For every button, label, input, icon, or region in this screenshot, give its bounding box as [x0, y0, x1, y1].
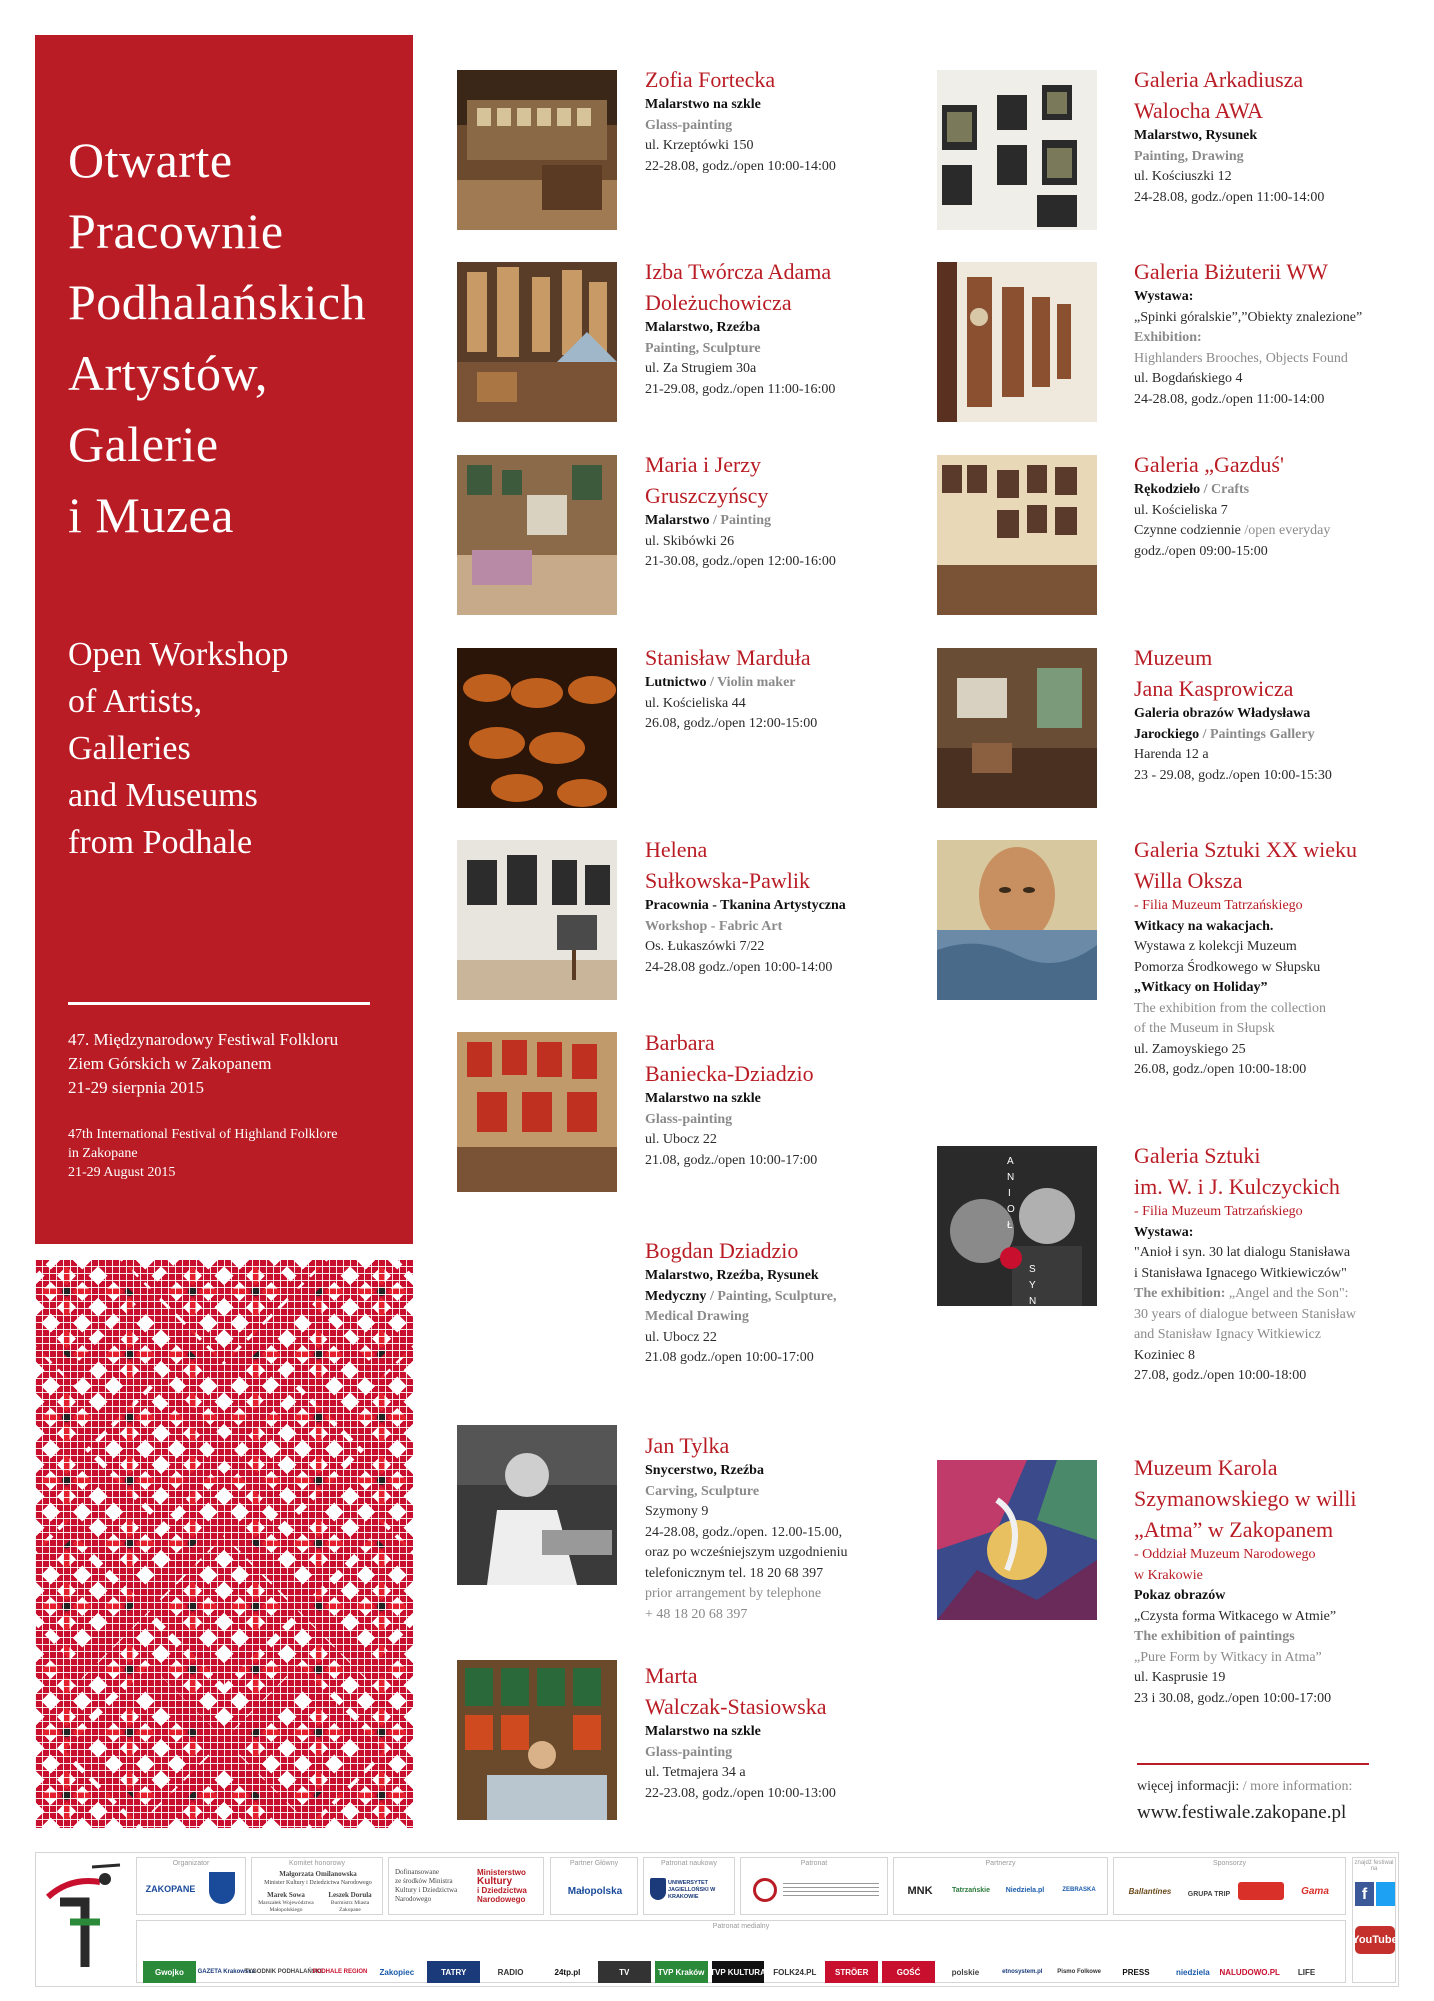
grupa-trip-logo: GRUPA TRIP: [1187, 1890, 1231, 1898]
entry-line: and Stanisław Ignacy Witkiewicz: [1134, 1327, 1321, 1342]
youtube-icon[interactable]: YouTube: [1355, 1926, 1395, 1954]
entry-line: Czynne codziennie: [1134, 523, 1241, 538]
mnk-logo: MNK: [907, 1885, 933, 1897]
entry-line: + 48 18 20 68 397: [645, 1606, 748, 1622]
festival-info-english: [68, 1125, 378, 1182]
media-patronage-box: [136, 1920, 1346, 1983]
media-patron-logo: Zakopiec: [379, 1967, 415, 1977]
entry-galeria-kulczyckich: [1134, 1140, 1356, 1387]
funding-text: [395, 1868, 475, 1904]
syn-letter: Y: [1029, 1280, 1036, 1291]
media-patron-logo: FOLK24.PL: [773, 1967, 817, 1977]
entry-name: Galeria Sztuki: [1134, 1143, 1261, 1168]
entry-line: / Paintings Gallery: [1202, 726, 1315, 742]
entry-line: godz./open 09:00-15:00: [1134, 543, 1268, 559]
entry-zofia-fortecka: [645, 64, 836, 177]
footer-caption: znajdź festiwal na: [1354, 1860, 1394, 1872]
media-patron-logo: etnosystem.pl: [1002, 1969, 1043, 1975]
entry-line: Medyczny: [645, 1288, 707, 1304]
entry-name: Walocha AWA: [1134, 98, 1264, 123]
entry-name: Galeria Biżuterii WW: [1134, 259, 1328, 284]
entry-line: 26.08, godz./open 12:00-15:00: [645, 716, 818, 731]
festival-line: 47. Międzynarodowy Festiwal Folkloru: [68, 1030, 339, 1049]
media-patron-logo: PRESS: [1122, 1967, 1150, 1977]
entry-name: Helena: [645, 837, 708, 862]
zakopane-logo: ZAKOPANE: [145, 1884, 196, 1894]
footer-caption: Organizator: [172, 1860, 210, 1867]
funding-line: ze środków Ministra: [395, 1877, 453, 1885]
gama-logo: Gama: [1301, 1885, 1329, 1897]
entry-line: Lutnictwo: [645, 675, 707, 690]
entry-line: Harenda 12 a: [1134, 747, 1209, 762]
entry-line: Highlanders Brooches, Objects Found: [1134, 350, 1348, 366]
entry-line: „Pure Form by Witkacy in Atma”: [1134, 1649, 1322, 1665]
festival-line: 21-29 sierpnia 2015: [68, 1078, 204, 1097]
funding-box: [388, 1857, 544, 1915]
entry-line: Pokaz obrazów: [1134, 1588, 1226, 1603]
entry-name: Galeria „Gazduś': [1134, 452, 1284, 477]
media-patron-logo: Gwojko: [143, 1961, 196, 1983]
funding-line: Kultury i Dziedzictwa: [395, 1886, 458, 1894]
photo-gazdus-crafts-gallery: [937, 455, 1097, 615]
syn-letter: N: [1029, 1296, 1037, 1306]
photo-glass-painting-icons: [457, 1032, 617, 1192]
entry-line: telefonicznym tel. 18 20 68 397: [645, 1565, 824, 1581]
entry-walczak-stasiowska: [645, 1660, 836, 1804]
entry-line: / Painting, Sculpture,: [709, 1288, 837, 1304]
entry-name: Galeria Sztuki XX wieku: [1134, 837, 1357, 862]
festival-line: 21-29 August 2015: [68, 1165, 176, 1180]
entry-line: Malarstwo: [645, 513, 710, 528]
media-patron-logo: NALUDOWO.PL: [1219, 1967, 1280, 1977]
honorary-committee-box: [251, 1857, 383, 1915]
media-patron-logo: GAZETA Krakowska: [197, 1969, 255, 1975]
more-info-text-en: / more information:: [1242, 1779, 1353, 1794]
main-partner-box: [550, 1857, 638, 1915]
entry-mardula: [645, 642, 817, 735]
entry-line: 21.08 godz./open 10:00-17:00: [645, 1350, 814, 1365]
entry-line: oraz po wcześniejszym uzgodnieniu: [645, 1545, 848, 1560]
funding-line: Narodowego: [395, 1895, 432, 1903]
entry-name: Barbara: [645, 1030, 715, 1055]
entry-line: prior arrangement by telephone: [645, 1586, 822, 1601]
divider: [1137, 1763, 1369, 1765]
entry-name: Stanisław Marduła: [645, 645, 811, 670]
photo-awa-gallery-paintings: [937, 70, 1097, 230]
committee-member-title: Minister Kultury i Dziedzictwa Narodowego: [264, 1880, 372, 1886]
niedziela-logo: Niedziela.pl: [1005, 1886, 1045, 1894]
title-line: Pracownie: [68, 203, 284, 259]
entry-name: Gruszczyńscy: [645, 483, 769, 508]
title-english: [68, 631, 383, 866]
media-patron-logo: TYGODNIK PODHALAŃSKI: [244, 1969, 322, 1975]
aniol-letter: O: [1007, 1204, 1015, 1215]
entry-line: Painting, Drawing: [1134, 148, 1244, 164]
entry-line: Painting, Sculpture: [645, 340, 761, 356]
entry-line: 24-28.08, godz./open 11:00-14:00: [1134, 189, 1325, 205]
title-line: Open Workshop: [68, 636, 289, 673]
media-patron-logo: TATRY: [427, 1961, 480, 1983]
entry-line: „Angel and the Son":: [1228, 1286, 1349, 1301]
entry-galeria-bizuterii: [1134, 256, 1362, 410]
ministry-line: i Dziedzictwa: [477, 1886, 527, 1895]
entry-line: 26.08, godz./open 10:00-18:00: [1134, 1062, 1307, 1077]
media-patron-logo: TVP Kraków: [655, 1961, 708, 1983]
patron-text-block: [783, 1882, 879, 1896]
entry-line: Pomorza Środkowego w Słupsku: [1134, 959, 1321, 975]
entry-name: Walczak-Stasiowska: [645, 1694, 827, 1719]
photo-pure-form-painting: [937, 1460, 1097, 1620]
entry-line: ul. Kościuszki 12: [1134, 169, 1232, 184]
entry-line: Malarstwo, Rzeźba, Rysunek: [645, 1268, 819, 1283]
festival-line: in Zakopane: [68, 1146, 138, 1161]
photo-jewelry-gallery: [937, 262, 1097, 422]
entry-line: ul. Ubocz 22: [645, 1132, 717, 1147]
malopolska-logo: Małopolska: [567, 1885, 623, 1897]
ballantines-logo: Ballantines: [1128, 1886, 1172, 1896]
aniol-letter: A: [1007, 1156, 1014, 1167]
festival-logo: [40, 1857, 130, 1983]
title-line: of Artists,: [68, 683, 203, 720]
entry-name: Muzeum: [1134, 645, 1213, 670]
entry-line: Glass-painting: [645, 117, 733, 133]
entry-line: ul. Bogdańskiego 4: [1134, 371, 1243, 386]
entry-line: Wystawa:: [1134, 1224, 1194, 1240]
title-panel: [35, 35, 413, 1244]
title-line: i Muzea: [68, 487, 234, 543]
aniol-letter: I: [1008, 1188, 1011, 1199]
entry-name: im. W. i J. Kulczyckich: [1134, 1174, 1340, 1199]
entry-name: Marta: [645, 1663, 698, 1688]
entry-line: 24-28.08 godz./open 10:00-14:00: [645, 959, 833, 975]
entry-line: Malarstwo na szkle: [645, 97, 761, 112]
entry-line: The exhibition from the collection: [1134, 1000, 1327, 1016]
entry-line: Carving, Sculpture: [645, 1483, 760, 1499]
entry-line: 30 years of dialogue between Stanisław: [1134, 1306, 1356, 1322]
organizer-box: [136, 1857, 246, 1915]
entry-line: Szymony 9: [645, 1504, 709, 1519]
entry-galeria-awa: [1134, 64, 1324, 208]
aniol-letter: N: [1007, 1172, 1015, 1183]
footer-caption: Patronat medialny: [712, 1923, 770, 1930]
entry-line: Wystawa z kolekcji Muzeum: [1134, 939, 1297, 954]
entry-muzeum-szymanowskiego: [1134, 1452, 1356, 1709]
media-patron-logo: TVP KULTURA: [712, 1961, 765, 1983]
facebook-icon[interactable]: f: [1355, 1882, 1374, 1906]
entry-line: - Filia Muzeum Tatrzańskiego: [1134, 898, 1303, 913]
social-box: [1352, 1857, 1396, 1983]
title-line: Podhalańskich: [68, 274, 367, 330]
partners-box: [893, 1857, 1108, 1915]
entry-line: Witkacy na wakacjach.: [1134, 918, 1274, 934]
entry-line: - Filia Muzeum Tatrzańskiego: [1134, 1204, 1303, 1219]
entry-line: Medical Drawing: [645, 1309, 749, 1324]
entry-line: / Painting: [713, 513, 772, 528]
divider: [68, 1002, 370, 1005]
title-line: Artystów,: [68, 345, 268, 401]
entry-name: Sułkowska-Pawlik: [645, 868, 810, 893]
entry-line: 27.08, godz./open 10:00-18:00: [1134, 1368, 1307, 1383]
entry-gruszczynscy: [645, 449, 836, 573]
tatrzanskie-logo: Tatrzańskie: [952, 1886, 990, 1894]
entry-line: Malarstwo, Rysunek: [1134, 128, 1258, 143]
entry-line: Glass-painting: [645, 1111, 733, 1127]
entry-name: Maria i Jerzy: [645, 452, 762, 477]
ministry-line: Ministerstwo: [477, 1868, 526, 1877]
entry-line: Workshop - Fabric Art: [645, 918, 783, 934]
uj-crest-icon: [650, 1878, 666, 1900]
entry-line: Malarstwo na szkle: [645, 1091, 761, 1106]
media-patron-logo: LIFE: [1297, 1967, 1316, 1977]
entry-line: Wystawa:: [1134, 289, 1194, 304]
entry-name: Izba Twórcza Adama: [645, 259, 832, 284]
patronage-box: [740, 1857, 888, 1915]
entry-line: Snycerstwo, Rzeźba: [645, 1463, 764, 1478]
entry-line: / Violin maker: [709, 675, 796, 690]
media-patron-logo: polskie: [951, 1967, 980, 1977]
entry-jan-tylka: [645, 1430, 848, 1625]
entry-line: 21-29.08, godz./open 11:00-16:00: [645, 381, 836, 397]
entry-line: Exhibition:: [1134, 330, 1202, 345]
uj-logo: UNIWERSYTET JAGIELLOŃSKI W KRAKOWIE: [668, 1879, 716, 1900]
entry-line: - Oddział Muzeum Narodowego: [1134, 1547, 1316, 1562]
photo-witkacy-painting-face: [937, 840, 1097, 1000]
entry-line: "Anioł i syn. 30 lat dialogu Stanisława: [1134, 1245, 1351, 1260]
aniol-letter: Ł: [1007, 1220, 1013, 1231]
entry-line: 23 - 29.08, godz./open 10:00-15:30: [1134, 767, 1332, 783]
entry-line: ul. Kasprusie 19: [1134, 1670, 1226, 1685]
funding-line: Dofinansowane: [395, 1868, 439, 1876]
entry-line: 22-23.08, godz./open 10:00-13:00: [645, 1785, 836, 1801]
entry-willa-oksza: [1134, 834, 1357, 1081]
photo-violins: [457, 648, 617, 808]
title-line: Otwarte: [68, 132, 233, 188]
media-patron-logo: GOŚĆ: [882, 1961, 935, 1983]
committee-member: Marek Sowa: [267, 1891, 305, 1899]
folk-pattern-image: [35, 1260, 413, 1828]
entry-line: Jarockiego: [1134, 726, 1200, 742]
media-patron-logo: 24tp.pl: [554, 1967, 581, 1977]
photo-glass-painter-at-work: [457, 1660, 617, 1820]
photo-angel-and-son-exhibition: [937, 1146, 1097, 1306]
media-patron-logo: STRÖER: [825, 1961, 878, 1983]
entry-line: ul. Zamoyskiego 25: [1134, 1041, 1246, 1057]
entry-name: Szymanowskiego w willi: [1134, 1486, 1357, 1511]
entry-line: The exhibition:: [1134, 1286, 1226, 1301]
entry-line: Rękodzieło: [1134, 482, 1201, 497]
footer-caption: Patronat: [800, 1860, 828, 1867]
entry-line: „Czysta forma Witkacego w Atmie”: [1134, 1608, 1337, 1624]
photo-kasprowicz-museum-interior: [937, 648, 1097, 808]
entry-line: ul. Krzeptówki 150: [645, 138, 754, 153]
zebraska-logo: ZEBRASKA: [1062, 1887, 1096, 1893]
title-line: Galerie: [68, 416, 219, 472]
sponsor-logo-red: [1238, 1882, 1284, 1900]
committee-member: Małgorzata Omilanowska: [279, 1870, 357, 1878]
ministry-line: Narodowego: [477, 1895, 526, 1904]
photo-painting-studio-interior: [457, 455, 617, 615]
title-line: from Podhale: [68, 824, 253, 861]
footer-caption: Partnerzy: [985, 1860, 1016, 1867]
entry-line: w Krakowie: [1134, 1567, 1203, 1583]
entry-line: /open everyday: [1244, 523, 1331, 538]
entry-name: Baniecka-Dziadzio: [645, 1061, 814, 1086]
entry-baniecka-dziadzio: [645, 1027, 817, 1171]
entry-sulkowska-pawlik: [645, 834, 846, 978]
entry-line: ul. Tetmajera 34 a: [645, 1765, 746, 1780]
entry-line: 24-28.08, godz./open. 12.00-15.00,: [645, 1524, 843, 1540]
festival-line: Ziem Górskich w Zakopanem: [68, 1054, 272, 1073]
entry-izba-tworcza: [645, 256, 835, 400]
more-info-text: więcej informacji:: [1137, 1779, 1240, 1794]
entry-line: „Witkacy on Holiday”: [1134, 980, 1268, 995]
title-line: and Museums: [68, 777, 258, 814]
entry-line: Malarstwo, Rzeźba: [645, 320, 761, 335]
entry-line: ul. Skibówki 26: [645, 533, 735, 549]
sponsors-box: [1113, 1857, 1346, 1915]
ministry-line: Kultury: [477, 1876, 512, 1887]
entry-name: Muzeum Karola: [1134, 1455, 1278, 1480]
festival-line: 47th International Festival of Highland Folklore: [68, 1127, 338, 1142]
entry-name: Doleżuchowicza: [645, 290, 792, 315]
entry-line: of the Museum in Słupsk: [1134, 1021, 1275, 1036]
entry-line: Pracownia - Tkanina Artystyczna: [645, 898, 846, 913]
patron-emblem-icon: [753, 1878, 777, 1902]
entry-line: Galeria obrazów Władysława: [1134, 706, 1311, 721]
entry-name: Jana Kasprowicza: [1134, 676, 1294, 701]
entry-line: Os. Łukaszówki 7/22: [645, 939, 765, 954]
entry-line: Koziniec 8: [1134, 1347, 1196, 1363]
photo-woodcarver-portrait: [457, 1425, 617, 1585]
entry-name: Bogdan Dziadzio: [645, 1238, 799, 1263]
scientific-patronage-box: [643, 1857, 735, 1915]
entry-line: i Stanisława Ignacego Witkiewiczów": [1134, 1265, 1347, 1281]
media-patron-logo: niedziela: [1175, 1967, 1210, 1977]
footer-caption: Sponsorzy: [1212, 1860, 1247, 1867]
entry-line: ul. Kościeliska 44: [645, 695, 746, 711]
media-patron-logo: TV: [598, 1961, 651, 1983]
footer-caption: Komitet honorowy: [288, 1860, 346, 1867]
sponsors-footer: [35, 1852, 1399, 1987]
syn-letter: S: [1029, 1264, 1036, 1275]
entry-galeria-gazdus: [1134, 449, 1330, 562]
media-patron-logo: PODHALE REGION: [312, 1969, 368, 1975]
entry-name: Willa Oksza: [1134, 868, 1243, 893]
entry-line: 23 i 30.08, godz./open 10:00-17:00: [1134, 1690, 1332, 1706]
festival-info-polish: [68, 1028, 378, 1100]
entry-line: 22-28.08, godz./open 10:00-14:00: [645, 158, 836, 174]
title-polish: [68, 125, 383, 551]
footer-caption: Patronat naukowy: [660, 1860, 718, 1867]
more-info-label: [1137, 1779, 1352, 1795]
entry-line: ul. Za Strugiem 30a: [645, 361, 757, 376]
entry-name: „Atma” w Zakopanem: [1134, 1517, 1334, 1542]
committee-member-title: Marszałek Województwa Małopolskiego: [258, 1900, 314, 1913]
entry-line: 21-30.08, godz./open 12:00-16:00: [645, 554, 836, 569]
entry-name: Galeria Arkadiusza: [1134, 67, 1304, 92]
entry-line: The exhibition of paintings: [1134, 1629, 1295, 1644]
media-patron-logo: Pismo Folkowe: [1057, 1969, 1101, 1975]
entry-line: Malarstwo na szkle: [645, 1724, 761, 1739]
committee-member-title: Burmistrz Miasta Zakopane: [330, 1900, 370, 1913]
entry-line: / Crafts: [1203, 482, 1250, 497]
entry-bogdan-dziadzio: [645, 1235, 836, 1369]
website-link[interactable]: www.festiwale.zakopane.pl: [1137, 1802, 1347, 1823]
entry-name: Jan Tylka: [645, 1433, 730, 1458]
entry-line: 21.08, godz./open 10:00-17:00: [645, 1152, 818, 1168]
entry-line: Glass-painting: [645, 1744, 733, 1760]
photo-glass-paintings-room: [457, 70, 617, 230]
zakopane-coat-of-arms-icon: [209, 1872, 235, 1904]
photo-fabric-art-gallery: [457, 840, 617, 1000]
twitter-icon[interactable]: [1376, 1882, 1395, 1906]
entry-muzeum-kasprowicza: [1134, 642, 1332, 786]
media-patron-logo: RADIO: [497, 1967, 524, 1977]
footer-caption: Partner Główny: [569, 1860, 619, 1867]
entry-line: „Spinki góralskie”,”Obiekty znalezione”: [1134, 309, 1363, 325]
committee-member: Leszek Dorula: [328, 1891, 372, 1899]
entry-name: Zofia Fortecka: [645, 67, 776, 92]
photo-sculpture-workshop: [457, 262, 617, 422]
entry-line: 24-28.08, godz./open 11:00-14:00: [1134, 391, 1325, 407]
entry-line: ul. Ubocz 22: [645, 1329, 717, 1345]
ministry-logo: [477, 1868, 539, 1904]
entry-line: ul. Kościeliska 7: [1134, 502, 1228, 518]
title-line: Galleries: [68, 730, 191, 767]
